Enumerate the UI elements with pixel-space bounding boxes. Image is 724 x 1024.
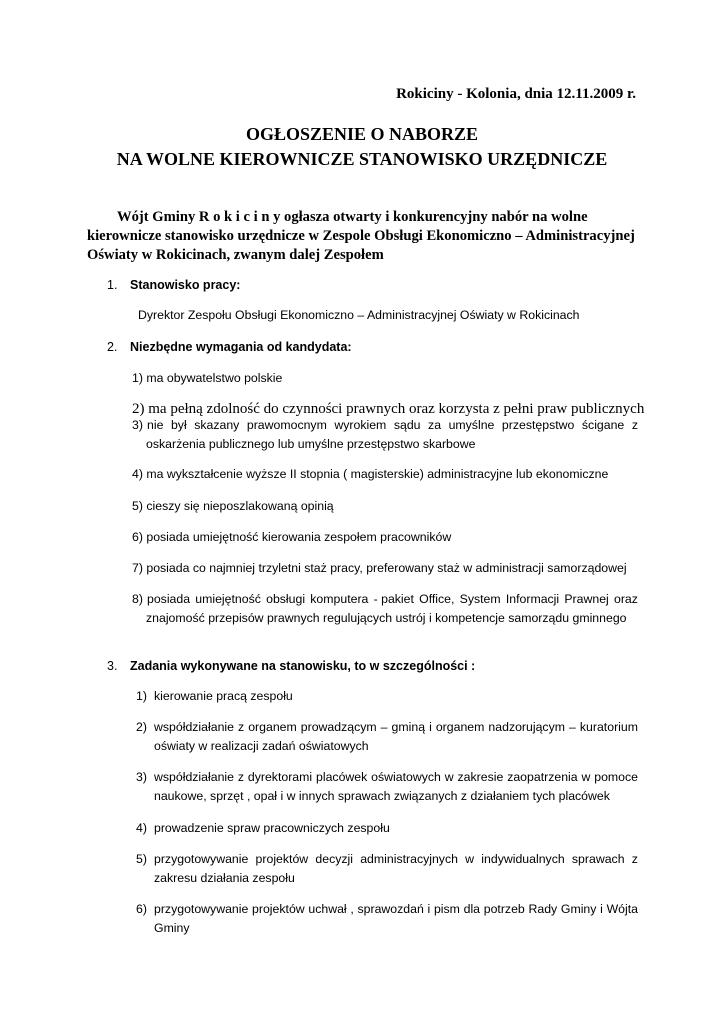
intro-line-1: Wójt Gminy R o k i c i n y ogłasza otwarty i konkurencyjny nabór na wolne	[117, 209, 588, 225]
requirement-item: 5) cieszy się nieposzlakowaną opinią	[132, 499, 334, 513]
word: pomoce	[594, 770, 638, 784]
requirement-item: 4) ma wykształcenie wyższe II stopnia ( magisterskie) administracyjne lub ekonomiczne	[132, 467, 609, 481]
word: placówek	[316, 770, 368, 784]
word: i	[429, 720, 432, 734]
task-item-number: 4)	[136, 821, 147, 835]
task-item-number: 5)	[136, 852, 147, 866]
word: był	[170, 418, 187, 432]
word: Office,	[419, 592, 455, 606]
task-item-number: 6)	[136, 902, 147, 916]
word: przygotowywanie	[154, 902, 249, 916]
word: za	[428, 418, 442, 432]
word: nie	[147, 418, 164, 432]
word: indywidualnych	[481, 852, 565, 866]
word: współdziałanie	[154, 770, 234, 784]
task-item-line2: zakresu działania zespołu	[154, 871, 295, 885]
word: ścigane	[581, 418, 625, 432]
task-item-line1	[154, 770, 638, 784]
requirement-item-line2: oskarżenia publicznego lub umyślne przestępstwo skarbowe	[146, 437, 476, 451]
word: i	[427, 902, 431, 916]
word: z	[631, 418, 638, 432]
word: przygotowywanie	[154, 852, 249, 866]
intro-line-3: Oświaty w Rokicinach, zwanym dalej Zespołem	[87, 247, 384, 263]
word: umiejętność	[195, 592, 261, 606]
section-1-heading: Stanowisko pracy:	[130, 278, 241, 292]
word: –	[569, 720, 576, 734]
title-line-2: NA WOLNE KIEROWNICZE STANOWISKO URZĘDNICZE	[116, 149, 608, 169]
word: Rady	[528, 902, 558, 916]
section-3-number: 3.	[107, 659, 118, 673]
word: nadzorującym	[488, 720, 565, 734]
word: organem	[435, 720, 485, 734]
word: sądu	[393, 418, 421, 432]
word: decyzji	[315, 852, 353, 866]
task-item-line1: kierowanie pracą zespołu	[154, 689, 293, 703]
section-1-number: 1.	[107, 278, 118, 292]
word: umyślne	[448, 418, 495, 432]
word: sprawozdań	[357, 902, 424, 916]
requirement-item-lead: 8)	[132, 592, 143, 606]
date-line: Rokiciny - Kolonia, dnia 12.11.2009 r.	[396, 86, 636, 102]
word: ,	[350, 902, 354, 916]
task-item-number: 1)	[136, 689, 147, 703]
task-item-number: 3)	[136, 770, 147, 784]
word: prowadzącym	[300, 720, 377, 734]
word: Prawnej	[564, 592, 609, 606]
word: posiada	[147, 592, 191, 606]
word: –	[380, 720, 388, 734]
task-item-line2: oświaty w realizacji zadań oświatowych	[154, 739, 369, 753]
task-item-line1: prowadzenie spraw pracowniczych zespołu	[154, 821, 390, 835]
task-item-number: 2)	[136, 720, 147, 734]
requirement-item: 7) posiada co najmniej trzyletni staż pracy, preferowany staż w administracji samorządowej	[132, 561, 627, 575]
intro-paragraph	[87, 208, 647, 265]
word: System	[459, 592, 501, 606]
word: wyrokiem	[334, 418, 387, 432]
section-3-heading: Zadania wykonywane na stanowisku, to w szczególności :	[130, 659, 476, 673]
word: potrzeb	[483, 902, 525, 916]
word: pism	[433, 902, 460, 916]
word: uchwał	[308, 902, 347, 916]
section-2-heading: Niezbędne wymagania od kandydata:	[130, 340, 352, 354]
word: i	[600, 902, 603, 916]
task-item-line1	[154, 720, 638, 734]
requirement-item: 1) ma obywatelstwo polskie	[132, 371, 283, 385]
requirement-item-line1	[147, 418, 638, 432]
section-2-number: 2.	[107, 340, 118, 354]
word: organem	[248, 720, 297, 734]
word: Wójta	[606, 902, 638, 916]
requirement-item: 6) posiada umiejętność kierowania zespołem pracowników	[132, 530, 452, 544]
word: dyrektorami	[247, 770, 313, 784]
requirement-item-lead: 3)	[132, 418, 143, 432]
word: w	[581, 770, 591, 784]
intro-line-2: kierownicze stanowisko urzędnicze w Zespole Obsługi Ekonomiczno – Administracyjnej	[87, 228, 635, 244]
word: prawomocnym	[246, 418, 327, 432]
task-item-line2: Gminy	[154, 921, 190, 935]
requirement-item-line2: znajomość przepisów prawnych regulujących ustrój i kompetencje samorządu gminnego	[146, 611, 627, 625]
word: w	[465, 852, 475, 866]
word: dla	[463, 902, 481, 916]
word: projektów	[252, 902, 305, 916]
word: - pakiet	[373, 592, 414, 606]
word: obsługi	[266, 592, 306, 606]
word: oświatowych	[371, 770, 441, 784]
word: skazany	[194, 418, 240, 432]
word: z	[238, 720, 245, 734]
word: w	[444, 770, 454, 784]
word: zakresie	[457, 770, 504, 784]
word: z	[631, 852, 638, 866]
word: komputera	[310, 592, 369, 606]
title-line-1: OGŁOSZENIE O NABORZE	[245, 124, 479, 144]
word: Informacji	[505, 592, 560, 606]
task-item-line1	[154, 852, 638, 866]
word: sprawach	[571, 852, 625, 866]
word: oraz	[614, 592, 638, 606]
word: kuratorium	[579, 720, 638, 734]
task-item-line1	[154, 902, 638, 916]
word: przestępstwo	[501, 418, 575, 432]
requirement-item-line1	[147, 592, 638, 606]
word: z	[237, 770, 245, 784]
task-item-line2: naukowe, sprzęt , opał i w innych sprawach związanych z działaniem tych placówek	[154, 789, 610, 803]
word: zaopatrzenia	[507, 770, 578, 784]
requirement-item: 2) ma pełną zdolność do czynności prawnych oraz korzysta z pełni praw publicznych	[132, 401, 645, 417]
section-1-text: Dyrektor Zespołu Obsługi Ekonomiczno – Administracyjnej Oświaty w Rokicinach	[138, 308, 580, 322]
word: projektów	[255, 852, 309, 866]
word: gminą	[391, 720, 426, 734]
word: administracyjnych	[360, 852, 458, 866]
word: Gminy	[560, 902, 597, 916]
word: współdziałanie	[154, 720, 234, 734]
